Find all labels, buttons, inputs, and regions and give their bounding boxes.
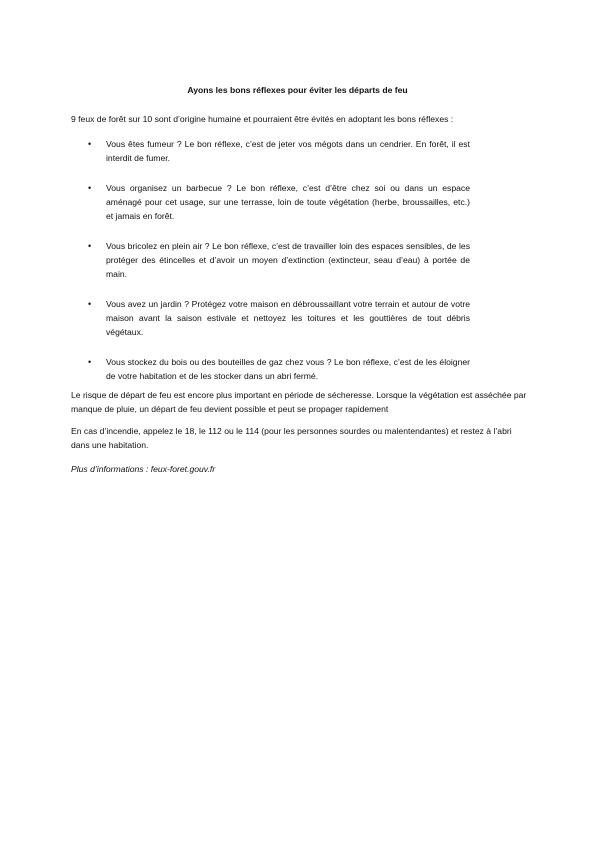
list-item-text: Vous stockez du bois ou des bouteilles de gaz chez vous ? Le bon réflexe, c’est de les éloigner de votre habitation et de les stocker dans un abri fermé. — [106, 357, 470, 381]
bullet-icon: • — [88, 241, 92, 251]
list-item — [88, 181, 470, 223]
list-item-text: Vous bricolez en plein air ? Le bon réflexe, c’est de travailler loin des espaces sensibles, de les protéger des étincelles et d’avoir un moyen d’extinction (extincteur, seau d’eau) à portée de main. — [106, 241, 470, 279]
intro-paragraph: 9 feux de forêt sur 10 sont d’origine humaine et pourraient être évités en adoptant les bons réflexes : — [71, 114, 454, 124]
bullet-icon: • — [88, 299, 92, 309]
list-item-text: Vous organisez un barbecue ? Le bon réflexe, c’est d’être chez soi ou dans un espace aménagé pour cet usage, sur une terrasse, loin de toute végétation (herbe, broussailles, etc.) et jamais en forêt. — [106, 183, 470, 221]
bullet-icon: • — [88, 139, 92, 149]
list-item-text: Vous êtes fumeur ? Le bon réflexe, c’est de jeter vos mégots dans un cendrier. En forêt, il est interdit de fumer. — [106, 139, 470, 163]
more-info-text: Plus d’informations : feux-foret.gouv.fr — [71, 464, 216, 474]
bullet-icon: • — [88, 183, 92, 193]
list-item — [88, 137, 470, 165]
bullet-icon: • — [88, 357, 92, 367]
reflexes-list — [88, 137, 470, 399]
list-item-text: Vous avez un jardin ? Protégez votre maison en débroussaillant votre terrain et autour de votre maison avant la saison estivale et nettoyez les toitures et les gouttières de tout débris végétaux. — [106, 299, 470, 337]
emergency-paragraph: En cas d’incendie, appelez le 18, le 112 ou le 114 (pour les personnes sourdes ou malentendantes) et restez à l’abri dans une habitation. — [71, 426, 512, 450]
list-item — [88, 239, 470, 281]
list-item — [88, 297, 470, 339]
document-title: Ayons les bons réflexes pour éviter les départs de feu — [187, 85, 408, 95]
list-item — [88, 355, 470, 383]
drought-paragraph: Le risque de départ de feu est encore plus important en période de sécheresse. Lorsque la végétation est asséchée par manque de pluie, un départ de feu devient possible et peut se propager rapidement — [71, 390, 527, 414]
